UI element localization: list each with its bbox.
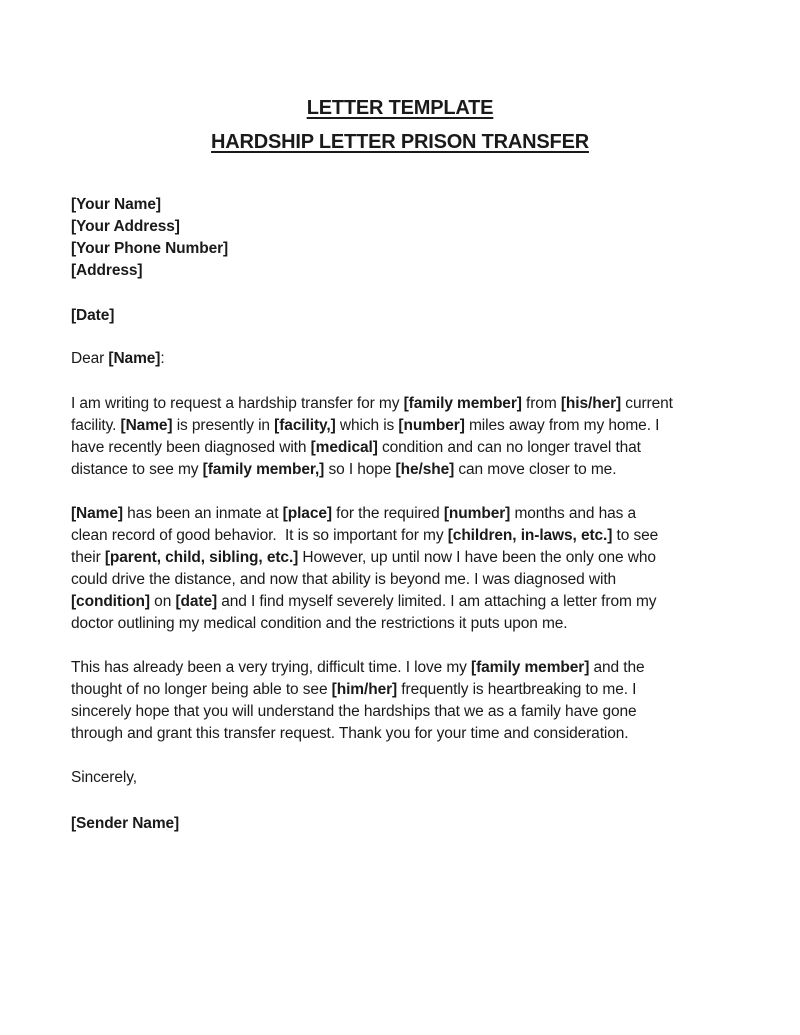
salutation-prefix: Dear — [71, 350, 109, 367]
sender-block — [71, 194, 741, 282]
text-run: distance to see my — [71, 461, 203, 478]
sender-address-2: [Address] — [71, 262, 143, 279]
closing: Sincerely, — [71, 769, 137, 786]
placeholder-field: [date] — [175, 593, 218, 610]
placeholder-field: [parent, child, sibling, etc.] — [104, 549, 299, 566]
text-run: doctor outlining my medical condition and the restrictions it puts upon me. — [71, 615, 568, 632]
text-run: on — [149, 593, 176, 610]
sender-name: [Your Name] — [71, 196, 161, 213]
paragraph-line — [71, 591, 741, 613]
placeholder-field: [he/she] — [395, 461, 455, 478]
paragraph-line — [71, 569, 741, 591]
text-run: their — [71, 549, 105, 566]
placeholder-field: [number] — [398, 417, 465, 434]
placeholder-field: [place] — [282, 505, 332, 522]
paragraph-line — [71, 459, 741, 481]
placeholder-field: [condition] — [71, 593, 150, 610]
text-run: to see — [612, 527, 659, 544]
signature-name: [Sender Name] — [71, 815, 180, 832]
text-run: current — [621, 395, 673, 412]
salutation-name: [Name] — [108, 350, 161, 367]
placeholder-field: [him/her] — [331, 681, 398, 698]
salutation — [71, 348, 741, 370]
placeholder-field: [family member] — [403, 395, 522, 412]
text-run: miles away from my home. I — [464, 417, 660, 434]
text-run: so I hope — [324, 461, 396, 478]
paragraph-line — [71, 415, 741, 437]
paragraph-line — [71, 679, 741, 701]
paragraph-3 — [71, 657, 741, 745]
placeholder-field: [medical] — [310, 439, 378, 456]
text-run: have recently been diagnosed with — [71, 439, 311, 456]
text-run: from — [521, 395, 561, 412]
text-run: for the required — [331, 505, 444, 522]
sender-address: [Your Address] — [71, 218, 180, 235]
placeholder-field: [children, in-laws, etc.] — [447, 527, 613, 544]
paragraph-line — [71, 525, 741, 547]
text-run: has been an inmate at — [122, 505, 283, 522]
paragraph-line — [71, 547, 741, 569]
text-run: clean record of good behavior. It is so important for my — [71, 527, 448, 544]
text-run: sincerely hope that you will understand the hardships that we as a family have gone — [71, 703, 637, 720]
text-run: and the — [589, 659, 645, 676]
text-run: could drive the distance, and now that ability is beyond me. I was diagnosed with — [71, 571, 617, 588]
sender-phone: [Your Phone Number] — [71, 240, 229, 257]
text-run: frequently is heartbreaking to me. I — [397, 681, 637, 698]
text-run: facility. — [71, 417, 121, 434]
document-subtitle: HARDSHIP LETTER PRISON TRANSFER — [211, 131, 589, 153]
text-run: thought of no longer being able to see — [71, 681, 332, 698]
text-run: and I find myself severely limited. I am attaching a letter from my — [217, 593, 657, 610]
paragraph-line — [71, 657, 741, 679]
text-run: months and has a — [510, 505, 637, 522]
placeholder-field: [number] — [443, 505, 511, 522]
paragraph-line — [71, 393, 741, 415]
placeholder-field: [Name] — [120, 417, 173, 434]
placeholder-field: [Name] — [71, 505, 123, 522]
text-run: which is — [335, 417, 399, 434]
text-run: However, up until now I have been the only one who — [298, 549, 656, 566]
placeholder-field: [facility,] — [274, 417, 336, 434]
paragraph-line — [71, 437, 741, 459]
document-title: LETTER TEMPLATE — [306, 97, 494, 119]
paragraph-line — [71, 613, 741, 635]
paragraph-line — [71, 701, 741, 723]
placeholder-field: [family member,] — [202, 461, 325, 478]
text-run: This has already been a very trying, difficult time. I love my — [71, 659, 472, 676]
text-run: condition and can no longer travel that — [377, 439, 641, 456]
text-run: is presently in — [172, 417, 275, 434]
letter-date: [Date] — [71, 307, 115, 324]
salutation-suffix: : — [160, 350, 165, 367]
paragraph-line — [71, 723, 741, 745]
paragraph-2 — [71, 503, 741, 635]
placeholder-field: [family member] — [471, 659, 590, 676]
text-run: can move closer to me. — [454, 461, 617, 478]
text-run: through and grant this transfer request. Thank you for your time and consideration. — [71, 725, 629, 742]
paragraph-line — [71, 503, 741, 525]
text-run: I am writing to request a hardship transfer for my — [71, 395, 404, 412]
paragraph-1 — [71, 393, 741, 481]
placeholder-field: [his/her] — [560, 395, 622, 412]
